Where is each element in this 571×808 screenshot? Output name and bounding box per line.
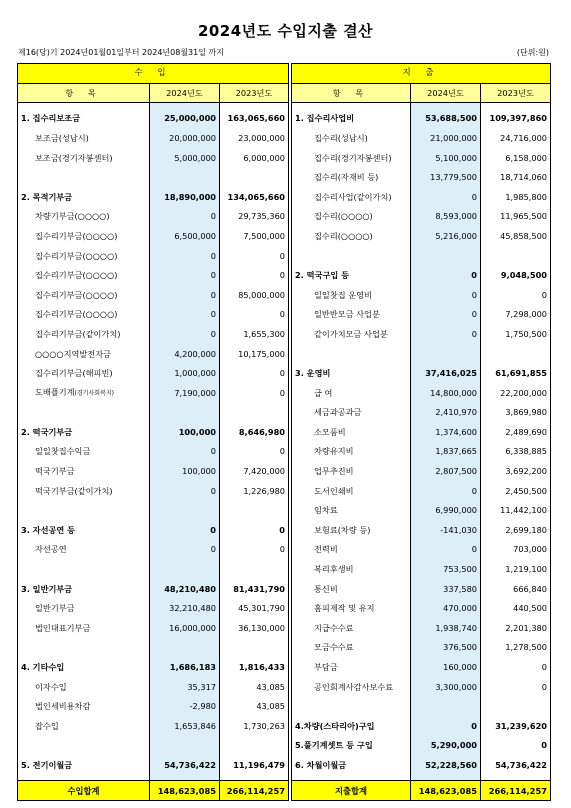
expense-value-2024: 1,938,740 <box>411 618 481 638</box>
income-value-2023: 0 <box>220 520 289 540</box>
income-value-2024: 25,000,000 <box>150 109 220 129</box>
expense-value-2024: 6,990,000 <box>411 501 481 521</box>
expense-item-label: 일일찻집 운영비 <box>292 285 411 305</box>
expense-value-2023: 0 <box>481 285 551 305</box>
expense-value-2023 <box>481 344 551 364</box>
expense-item-label: 3. 운영비 <box>292 363 411 383</box>
income-value-2024: 0 <box>150 246 220 266</box>
expense-item-label: 지급수수료 <box>292 618 411 638</box>
expense-value-2023: 31,239,620 <box>481 716 551 736</box>
expense-value-2023: 1,750,500 <box>481 324 551 344</box>
expense-value-2024: 1,374,600 <box>411 422 481 442</box>
income-item-label: 일일찻집수익금 <box>18 442 150 462</box>
expense-item-label: 집수리(경기자봉센터) <box>292 148 411 168</box>
income-item-label: 자선공연 <box>18 540 150 560</box>
income-value-2023: 7,420,000 <box>220 461 289 481</box>
expense-value-2024: 14,800,000 <box>411 383 481 403</box>
income-item-label <box>18 403 150 423</box>
ledger-row <box>18 363 551 383</box>
income-value-2024 <box>150 167 220 187</box>
ledger-row <box>18 657 551 677</box>
income-value-2023: 8,646,980 <box>220 422 289 442</box>
expense-value-2024: 5,100,000 <box>411 148 481 168</box>
expense-value-2024: 753,500 <box>411 559 481 579</box>
income-value-2024: 1,653,846 <box>150 716 220 736</box>
income-value-2024 <box>150 559 220 579</box>
expense-value-2024: 21,000,000 <box>411 128 481 148</box>
income-value-2023 <box>220 736 289 756</box>
expense-value-2023: 2,201,380 <box>481 618 551 638</box>
income-value-2023: 0 <box>220 383 289 403</box>
expense-item-label: 홈피제작 및 유지 <box>292 599 411 619</box>
expense-item-label: 세금과공과금 <box>292 403 411 423</box>
income-value-2024: 0 <box>150 540 220 560</box>
expense-section-header: 지 출 <box>292 64 551 84</box>
ledger-row <box>18 383 551 403</box>
expense-value-2023: 1,219,100 <box>481 559 551 579</box>
ledger-row <box>18 736 551 756</box>
income-value-2023: 0 <box>220 246 289 266</box>
income-item-label <box>18 501 150 521</box>
income-value-2023: 6,000,000 <box>220 148 289 168</box>
income-value-2023: 29,735,360 <box>220 207 289 227</box>
income-value-2024: 0 <box>150 285 220 305</box>
income-value-2023: 10,175,000 <box>220 344 289 364</box>
ledger-row <box>18 697 551 717</box>
expense-value-2023: 109,397,860 <box>481 109 551 129</box>
income-value-2023: 0 <box>220 363 289 383</box>
expense-value-2023: 54,736,422 <box>481 755 551 775</box>
expense-value-2024: 0 <box>411 540 481 560</box>
expense-item-label: 6. 차월이월금 <box>292 755 411 775</box>
income-item-label: 보조금(성남시) <box>18 128 150 148</box>
income-item-label <box>18 383 150 403</box>
ledger-row <box>18 618 551 638</box>
income-item-label <box>18 559 150 579</box>
expense-item-label: 급 여 <box>292 383 411 403</box>
ledger-row <box>18 226 551 246</box>
expense-value-2024: 5,290,000 <box>411 736 481 756</box>
expense-value-2024: 13,779,500 <box>411 167 481 187</box>
ledger-row <box>18 599 551 619</box>
expense-value-2023: 22,200,000 <box>481 383 551 403</box>
income-value-2024: 20,000,000 <box>150 128 220 148</box>
expense-value-2023: 45,858,500 <box>481 226 551 246</box>
ledger-row <box>18 559 551 579</box>
expense-item-header: 항 목 <box>292 83 411 103</box>
expense-value-2024: 0 <box>411 285 481 305</box>
ledger-row <box>18 638 551 658</box>
income-item-label <box>18 638 150 658</box>
income-value-2023: 0 <box>220 540 289 560</box>
expense-item-label: 복리후생비 <box>292 559 411 579</box>
income-value-2024 <box>150 501 220 521</box>
expense-2023-header: 2023년도 <box>481 83 551 103</box>
income-value-2024: 0 <box>150 324 220 344</box>
expense-value-2023: 2,489,690 <box>481 422 551 442</box>
income-value-2024 <box>150 736 220 756</box>
ledger-table <box>17 63 551 801</box>
expense-item-label: 차량유지비 <box>292 442 411 462</box>
expense-value-2024: 470,000 <box>411 599 481 619</box>
income-item-label: 집수리기부금(○○○○) <box>18 265 150 285</box>
ledger-row <box>18 265 551 285</box>
ledger-row <box>18 540 551 560</box>
income-value-2024 <box>150 638 220 658</box>
income-item-label: 4. 기타수입 <box>18 657 150 677</box>
income-value-2023: 23,000,000 <box>220 128 289 148</box>
expense-item-label: 부담금 <box>292 657 411 677</box>
unit-label: (단위:원) <box>516 48 549 57</box>
expense-value-2023: 24,716,000 <box>481 128 551 148</box>
expense-value-2023: 2,450,500 <box>481 481 551 501</box>
expense-value-2024: 2,410,970 <box>411 403 481 423</box>
ledger-row <box>18 422 551 442</box>
expense-value-2023 <box>481 246 551 266</box>
ledger-row <box>18 344 551 364</box>
income-value-2023: 1,655,300 <box>220 324 289 344</box>
income-value-2024 <box>150 403 220 423</box>
expense-value-2024: 8,593,000 <box>411 207 481 227</box>
income-item-label: 집수리기부금(○○○○) <box>18 226 150 246</box>
income-item-label-text: 도배플기계 <box>35 387 75 398</box>
income-item-label: 잡수입 <box>18 716 150 736</box>
income-value-2024: 5,000,000 <box>150 148 220 168</box>
page-title: 2024년도 수입지출 결산 <box>197 22 374 40</box>
expense-value-2024 <box>411 344 481 364</box>
income-value-2024: 1,000,000 <box>150 363 220 383</box>
expense-value-2024: 52,228,560 <box>411 755 481 775</box>
expense-item-label: 2. 떡국구입 등 <box>292 265 411 285</box>
income-value-2024: 1,686,183 <box>150 657 220 677</box>
expense-value-2024: 0 <box>411 265 481 285</box>
income-value-2023: 81,431,790 <box>220 579 289 599</box>
income-total-2024: 148,623,085 <box>150 781 220 801</box>
ledger-row <box>18 167 551 187</box>
income-value-2024: 0 <box>150 481 220 501</box>
expense-value-2023: 1,985,800 <box>481 187 551 207</box>
income-value-2023 <box>220 559 289 579</box>
income-item-label: 1. 집수리보조금 <box>18 109 150 129</box>
expense-value-2024 <box>411 246 481 266</box>
ledger-row <box>18 755 551 775</box>
ledger-row <box>18 716 551 736</box>
income-value-2023: 11,196,479 <box>220 755 289 775</box>
income-item-label: 3. 자선공연 등 <box>18 520 150 540</box>
income-value-2023 <box>220 638 289 658</box>
expense-value-2023: 3,869,980 <box>481 403 551 423</box>
expense-item-label: 전력비 <box>292 540 411 560</box>
section-header-row <box>18 64 551 84</box>
income-item-label: 3. 일반기부금 <box>18 579 150 599</box>
expense-item-label: 보험료(차량 등) <box>292 520 411 540</box>
income-value-2024: 16,000,000 <box>150 618 220 638</box>
fiscal-period: 제16(당)기 2024년01월01일부터 2024년08월31일 까지 <box>18 48 224 57</box>
income-value-2024: 100,000 <box>150 422 220 442</box>
income-value-2023: 134,065,660 <box>220 187 289 207</box>
expense-value-2024: 0 <box>411 305 481 325</box>
income-item-header: 항 목 <box>18 83 150 103</box>
expense-value-2024: 2,807,500 <box>411 461 481 481</box>
expense-value-2024: 3,300,000 <box>411 677 481 697</box>
ledger-row <box>18 305 551 325</box>
income-value-2023: 85,000,000 <box>220 285 289 305</box>
income-value-2024: 0 <box>150 265 220 285</box>
income-item-label: 집수리기부금(같이가치) <box>18 324 150 344</box>
ledger-row <box>18 501 551 521</box>
expense-value-2024: 0 <box>411 481 481 501</box>
ledger-row <box>18 324 551 344</box>
expense-value-2024: 37,416,025 <box>411 363 481 383</box>
expense-item-label <box>292 344 411 364</box>
expense-value-2023: 3,692,200 <box>481 461 551 481</box>
income-value-2024: 18,890,000 <box>150 187 220 207</box>
expense-value-2024: 376,500 <box>411 638 481 658</box>
income-item-label: 떡국기부금(같이가치) <box>18 481 150 501</box>
expense-value-2023: 666,840 <box>481 579 551 599</box>
expense-value-2023: 0 <box>481 736 551 756</box>
expense-2024-header: 2024년도 <box>411 83 481 103</box>
expense-value-2023: 0 <box>481 677 551 697</box>
expense-value-2023: 2,699,180 <box>481 520 551 540</box>
income-total-2023: 266,114,257 <box>220 781 289 801</box>
ledger-row <box>18 187 551 207</box>
expense-item-label: 모금수수료 <box>292 638 411 658</box>
income-value-2024: 35,317 <box>150 677 220 697</box>
income-total-label: 수입합계 <box>18 781 150 801</box>
expense-item-label: 도서인쇄비 <box>292 481 411 501</box>
income-item-label: 2. 떡국기부금 <box>18 422 150 442</box>
expense-value-2023: 703,000 <box>481 540 551 560</box>
expense-value-2023: 9,048,500 <box>481 265 551 285</box>
expense-item-label: 같이가치모금 사업분 <box>292 324 411 344</box>
income-value-2023: 0 <box>220 442 289 462</box>
expense-value-2024: 5,216,000 <box>411 226 481 246</box>
expense-value-2023: 440,500 <box>481 599 551 619</box>
expense-total-label: 지출합계 <box>292 781 411 801</box>
income-value-2024: 54,736,422 <box>150 755 220 775</box>
income-value-2024: -2,980 <box>150 697 220 717</box>
expense-total-2023: 266,114,257 <box>481 781 551 801</box>
income-item-label: ○○○○지역발전자금 <box>18 344 150 364</box>
expense-value-2024 <box>411 697 481 717</box>
expense-item-label: 집수리(○○○○) <box>292 226 411 246</box>
ledger-row <box>18 148 551 168</box>
income-value-2023: 0 <box>220 305 289 325</box>
expense-item-label: 업무추진비 <box>292 461 411 481</box>
income-value-2024: 32,210,480 <box>150 599 220 619</box>
income-value-2024: 0 <box>150 305 220 325</box>
expense-item-label: 집수리사업(같이가치) <box>292 187 411 207</box>
income-value-2023: 43,085 <box>220 677 289 697</box>
expense-value-2024: 337,580 <box>411 579 481 599</box>
income-value-2023: 43,085 <box>220 697 289 717</box>
expense-value-2023 <box>481 697 551 717</box>
income-item-label: 떡국기부금 <box>18 461 150 481</box>
expense-value-2023: 11,442,100 <box>481 501 551 521</box>
income-value-2023 <box>220 167 289 187</box>
expense-value-2024: -141,030 <box>411 520 481 540</box>
expense-item-label: 4.차량(스타리아)구입 <box>292 716 411 736</box>
income-value-2024: 0 <box>150 442 220 462</box>
income-value-2023: 7,500,000 <box>220 226 289 246</box>
income-item-label: 집수리기부금(○○○○) <box>18 246 150 266</box>
expense-item-label: 집수리(성남시) <box>292 128 411 148</box>
income-item-label: 집수리기부금(○○○○) <box>18 305 150 325</box>
expense-item-label: 통신비 <box>292 579 411 599</box>
expense-item-label: 집수리(자재비 등) <box>292 167 411 187</box>
income-item-label: 5. 전기이월금 <box>18 755 150 775</box>
ledger-row <box>18 461 551 481</box>
expense-value-2024: 0 <box>411 187 481 207</box>
expense-item-label: 공인회계사감사보수료 <box>292 677 411 697</box>
expense-value-2023: 11,965,500 <box>481 207 551 227</box>
ledger-row <box>18 481 551 501</box>
income-value-2024: 0 <box>150 207 220 227</box>
ledger-row <box>18 109 551 129</box>
income-2024-header: 2024년도 <box>150 83 220 103</box>
ledger-row <box>18 442 551 462</box>
expense-total-2024: 148,623,085 <box>411 781 481 801</box>
income-value-2023: 1,226,980 <box>220 481 289 501</box>
ledger-row <box>18 246 551 266</box>
expense-item-label: 집수리(○○○○) <box>292 207 411 227</box>
income-value-2023: 163,065,660 <box>220 109 289 129</box>
expense-value-2023: 1,278,500 <box>481 638 551 658</box>
ledger-row <box>18 285 551 305</box>
expense-item-label <box>292 246 411 266</box>
expense-item-label: 소모품비 <box>292 422 411 442</box>
income-value-2023: 0 <box>220 265 289 285</box>
income-value-2023: 36,130,000 <box>220 618 289 638</box>
income-item-label: 이자수입 <box>18 677 150 697</box>
column-header-row <box>18 83 551 103</box>
expense-value-2024: 1,837,665 <box>411 442 481 462</box>
expense-value-2023: 18,714,060 <box>481 167 551 187</box>
income-item-label <box>18 167 150 187</box>
income-value-2024: 4,200,000 <box>150 344 220 364</box>
expense-value-2024: 0 <box>411 716 481 736</box>
income-item-label: 차량기부금(○○○○) <box>18 207 150 227</box>
income-value-2024: 7,190,000 <box>150 383 220 403</box>
income-value-2024: 0 <box>150 520 220 540</box>
income-value-2024: 48,210,480 <box>150 579 220 599</box>
expense-item-label <box>292 697 411 717</box>
expense-value-2023: 0 <box>481 657 551 677</box>
ledger-row <box>18 520 551 540</box>
ledger-row <box>18 403 551 423</box>
expense-item-label: 임차료 <box>292 501 411 521</box>
expense-value-2024: 53,688,500 <box>411 109 481 129</box>
income-item-note: (경기사회복지) <box>74 390 115 398</box>
income-section-header: 수 입 <box>18 64 289 84</box>
income-value-2024: 100,000 <box>150 461 220 481</box>
income-value-2024: 6,500,000 <box>150 226 220 246</box>
expense-value-2023: 6,158,000 <box>481 148 551 168</box>
income-value-2023 <box>220 501 289 521</box>
expense-value-2024: 0 <box>411 324 481 344</box>
expense-item-label: 1. 집수리사업비 <box>292 109 411 129</box>
income-item-label: 보조금(경기자봉센터) <box>18 148 150 168</box>
ledger-row <box>18 677 551 697</box>
income-2023-header: 2023년도 <box>220 83 289 103</box>
ledger-row <box>18 579 551 599</box>
expense-value-2024: 160,000 <box>411 657 481 677</box>
income-item-label: 법인세비용차감 <box>18 697 150 717</box>
income-item-label: 2. 목적기부금 <box>18 187 150 207</box>
income-value-2023: 1,730,263 <box>220 716 289 736</box>
expense-value-2023: 7,298,000 <box>481 305 551 325</box>
income-item-label: 법인대표기부금 <box>18 618 150 638</box>
income-item-label <box>18 736 150 756</box>
income-item-label: 일반기부금 <box>18 599 150 619</box>
ledger-row <box>18 128 551 148</box>
income-value-2023 <box>220 403 289 423</box>
expense-value-2023: 6,338,885 <box>481 442 551 462</box>
income-item-label: 집수리기부금(○○○○) <box>18 285 150 305</box>
income-item-label: 집수리기부금(해피빈) <box>18 363 150 383</box>
ledger-row <box>18 207 551 227</box>
expense-value-2023: 61,691,855 <box>481 363 551 383</box>
totals-row <box>18 781 551 801</box>
income-value-2023: 45,301,790 <box>220 599 289 619</box>
expense-item-label: 일반반모금 사업분 <box>292 305 411 325</box>
expense-item-label: 5.풀기계셋트 등 구입 <box>292 736 411 756</box>
income-value-2023: 1,816,433 <box>220 657 289 677</box>
